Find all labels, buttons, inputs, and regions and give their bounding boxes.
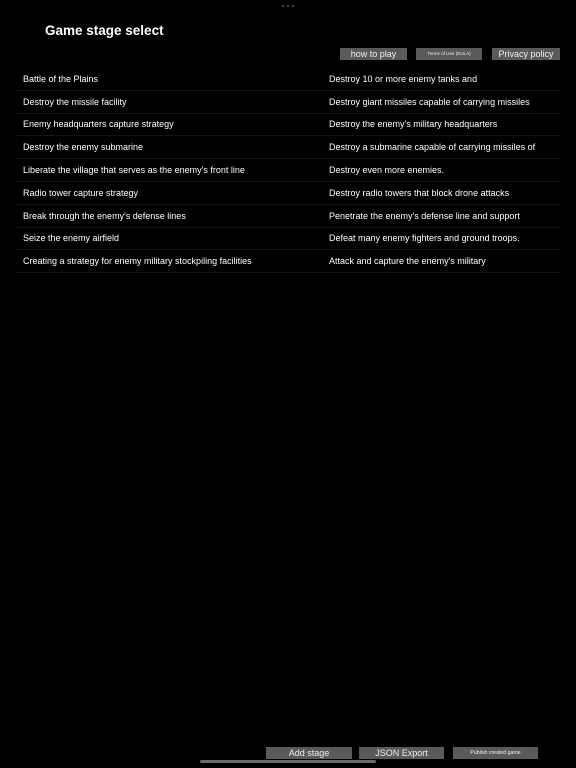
bottom-button-bar [0,747,576,759]
stage-description: Destroy even more enemies. [329,165,445,176]
stage-name: Battle of the Plains [23,73,99,84]
stage-list [16,68,560,273]
handle-dot [292,5,294,7]
stage-description: Attack and capture the enemy's military [329,256,486,267]
stage-name: Break through the enemy's defense lines [23,210,186,221]
page-title: Game stage select [45,23,164,38]
publish-game-button[interactable]: Publish created game [453,747,538,759]
handle-dot [287,5,289,7]
stage-row[interactable] [16,68,560,91]
stage-description: Destroy radio towers that block drone attacks [329,187,510,198]
stage-name: Creating a strategy for enemy military stockpiling facilities [23,256,252,267]
stage-row[interactable] [16,136,560,159]
stage-name: Radio tower capture strategy [23,187,139,198]
stage-description: Destroy giant missiles capable of carrying missiles [329,96,530,107]
stage-row[interactable] [16,159,560,182]
stage-name: Enemy headquarters capture strategy [23,119,174,130]
handle-dot [282,5,284,7]
stage-row[interactable] [16,114,560,137]
stage-row[interactable] [16,182,560,205]
json-export-button[interactable]: JSON Export [359,747,444,759]
terms-of-use-button[interactable]: Terms of Use (EULA) [416,48,482,60]
stage-row[interactable] [16,205,560,228]
stage-description: Defeat many enemy fighters and ground troops. [329,233,520,244]
how-to-play-button[interactable]: how to play [340,48,407,60]
stage-row[interactable] [16,250,560,273]
stage-name: Destroy the enemy submarine [23,142,144,153]
stage-row[interactable] [16,228,560,251]
privacy-policy-button[interactable]: Privacy policy [492,48,560,60]
stage-description: Destroy the enemy's military headquarters [329,119,498,130]
stage-description: Destroy a submarine capable of carrying missiles of [329,142,536,153]
stage-description: Penetrate the enemy's defense line and support [329,210,520,221]
stage-description: Destroy 10 or more enemy tanks and [329,73,478,84]
home-indicator[interactable] [200,760,376,763]
stage-row[interactable] [16,91,560,114]
stage-name: Liberate the village that serves as the enemy's front line [23,165,245,176]
add-stage-button[interactable]: Add stage [266,747,352,759]
multitasking-handle[interactable] [282,5,294,7]
stage-name: Destroy the missile facility [23,96,127,107]
top-button-bar [0,48,576,60]
stage-name: Seize the enemy airfield [23,233,120,244]
